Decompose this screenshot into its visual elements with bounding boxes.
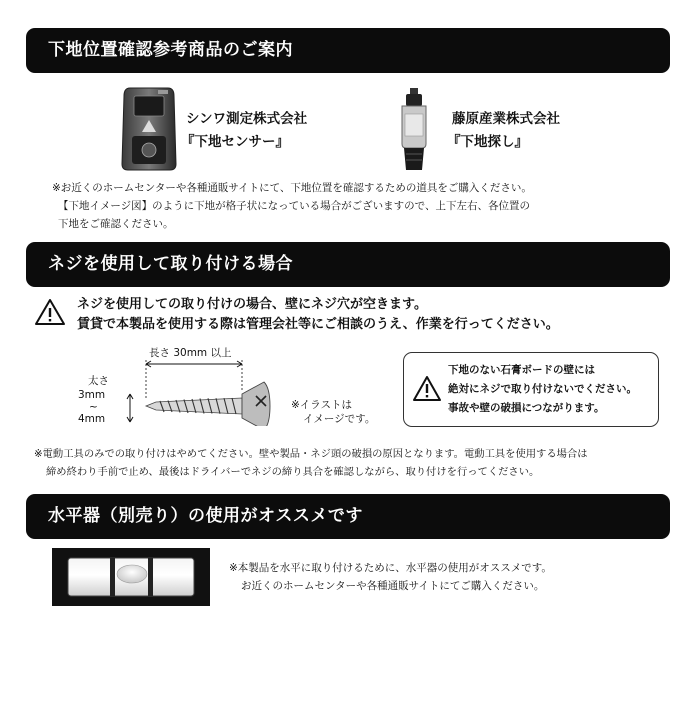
thickness-label: 太さ [88, 375, 109, 387]
power-tool-note-2: 締め終わり手前で止め、最後はドライバーでネジの締り具合を確認しながら、取り付けを行ってください。 [46, 466, 540, 478]
section1-note-line-1: ※お近くのホームセンターや各種通販サイトにて、下地位置を確認するための道具をご購入ください。 [52, 182, 532, 194]
section-header-level-recommend: 水平器（別売り）の使用がオススメです [26, 494, 670, 539]
warning-line-2: 賃貸で本製品を使用する際は管理会社等にご相談のうえ、作業を行ってください。 [77, 317, 559, 332]
level-note-2: お近くのホームセンターや各種通販サイトにてご購入ください。 [241, 580, 545, 592]
caution-line-3: 事故や壁の破損につながります。 [448, 402, 605, 414]
caution-box [403, 352, 659, 427]
product1-name: 『下地センサー』 [181, 134, 289, 150]
thickness-dimension-arrow [124, 392, 136, 424]
warning-line-1: ネジを使用しての取り付けの場合、壁にネジ穴が空きます。 [77, 297, 427, 312]
product1-company: シンワ測定株式会社 [186, 111, 308, 127]
thickness-min: 3mm [78, 389, 106, 401]
bubble-level-image [52, 548, 210, 606]
section-header-screw-install: ネジを使用して取り付ける場合 [26, 242, 670, 287]
sensor-device-image [118, 84, 180, 172]
illustration-note-1: ※イラストは [291, 399, 352, 411]
level-note-1: ※本製品を水平に取り付けるために、水平器の使用がオススメです。 [229, 562, 552, 574]
illustration-note-2: イメージです。 [303, 413, 376, 425]
screw-illustration [138, 358, 278, 426]
caution-line-2: 絶対にネジで取り付けないでください。 [448, 383, 637, 395]
product2-company: 藤原産業株式会社 [452, 111, 560, 127]
power-tool-note-1: ※電動工具のみでの取り付けはやめてください。壁や製品・ネジ頭の破損の原因となります。電動工具を使用する場合は [34, 448, 588, 460]
screw-length-label: 長さ 30mm 以上 [149, 347, 232, 359]
warning-triangle-icon [34, 298, 66, 326]
section1-note-line-2: 【下地イメージ図】のように下地が格子状になっている場合がございますので、上下左右、各位置の [58, 200, 530, 212]
thickness-tilde: ~ [89, 401, 98, 413]
stud-finder-image [392, 84, 436, 174]
section1-note-line-3: 下地をご確認ください。 [58, 218, 174, 230]
warning-triangle-icon [412, 375, 442, 402]
section-header-stud-products: 下地位置確認参考商品のご案内 [26, 28, 670, 73]
caution-line-1: 下地のない石膏ボードの壁には [448, 364, 595, 376]
thickness-max: 4mm [78, 413, 106, 425]
product2-name: 『下地探し』 [447, 134, 528, 150]
